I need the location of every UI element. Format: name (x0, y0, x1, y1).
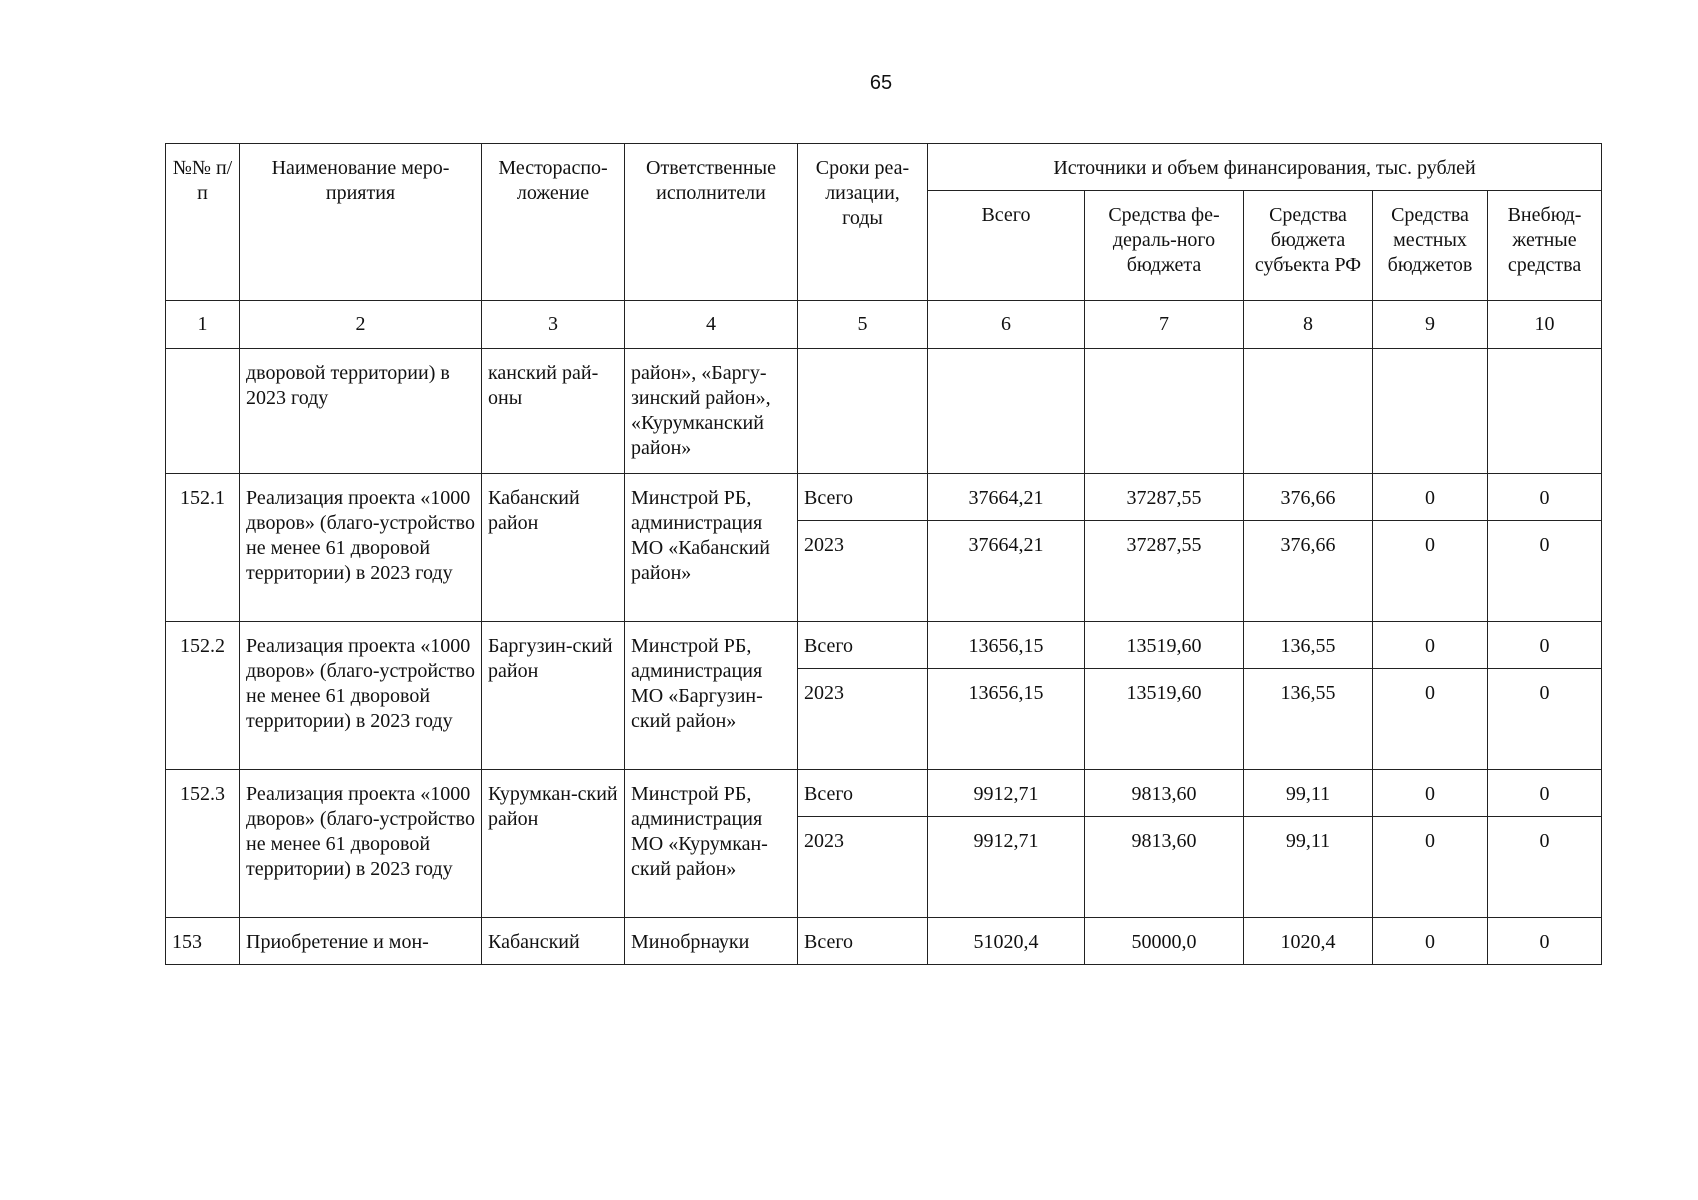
cell-term: 2023 (798, 817, 928, 918)
cell-federal: 9813,60 (1085, 817, 1244, 918)
cell-local: 0 (1373, 817, 1488, 918)
cell-extra: 0 (1488, 770, 1602, 817)
cell-name: Реализация проекта «1000 дворов» (благо-устройство не менее 61 дворовой территории) в 2023 году (240, 770, 482, 918)
column-number: 5 (798, 301, 928, 349)
cell-total: 9912,71 (928, 817, 1085, 918)
cell-term: Всего (798, 474, 928, 521)
cell-term (798, 349, 928, 474)
cell-extra: 0 (1488, 474, 1602, 521)
continuation-row (166, 349, 1602, 474)
header-extra: Внебюд-жетные средства (1488, 191, 1602, 301)
column-number: 8 (1244, 301, 1373, 349)
cell-subject: 99,11 (1244, 770, 1373, 817)
header-sources: Источники и объем финансирования, тыс. рублей (928, 144, 1602, 191)
header-location: Местораспо-ложение (482, 144, 625, 301)
cell-subject: 136,55 (1244, 669, 1373, 770)
table-row (166, 918, 1602, 965)
cell-local: 0 (1373, 770, 1488, 817)
cell-id: 152.2 (166, 622, 240, 770)
header-num: №№ п/п (166, 144, 240, 301)
cell-local: 0 (1373, 521, 1488, 622)
cell-federal: 13519,60 (1085, 669, 1244, 770)
cell-federal: 13519,60 (1085, 622, 1244, 669)
cell-local (1373, 349, 1488, 474)
header-executors: Ответственные исполнители (625, 144, 798, 301)
cell-subject (1244, 349, 1373, 474)
column-number: 9 (1373, 301, 1488, 349)
cell-subject: 376,66 (1244, 474, 1373, 521)
cell-location: Курумкан-ский район (482, 770, 625, 918)
cell-total: 9912,71 (928, 770, 1085, 817)
cell-id (166, 349, 240, 474)
table-row (166, 474, 1602, 521)
cell-name: Реализация проекта «1000 дворов» (благо-устройство не менее 61 дворовой территории) в 2023 году (240, 622, 482, 770)
cell-total: 51020,4 (928, 918, 1085, 965)
cell-name: Приобретение и мон- (240, 918, 482, 965)
cell-extra: 0 (1488, 622, 1602, 669)
cell-extra: 0 (1488, 521, 1602, 622)
cell-location: Кабанский район (482, 474, 625, 622)
table-row (166, 622, 1602, 669)
cell-term: Всего (798, 622, 928, 669)
cell-extra (1488, 349, 1602, 474)
cell-extra: 0 (1488, 918, 1602, 965)
cell-subject: 1020,4 (1244, 918, 1373, 965)
cell-id: 152.1 (166, 474, 240, 622)
cell-federal: 37287,55 (1085, 521, 1244, 622)
cell-subject: 376,66 (1244, 521, 1373, 622)
cell-total: 37664,21 (928, 521, 1085, 622)
table-row (166, 770, 1602, 817)
cell-name: Реализация проекта «1000 дворов» (благо-устройство не менее 61 дворовой территории) в 2023 году (240, 474, 482, 622)
cell-extra: 0 (1488, 669, 1602, 770)
cell-local: 0 (1373, 918, 1488, 965)
cell-local: 0 (1373, 669, 1488, 770)
cell-location: Кабанский (482, 918, 625, 965)
cell-term: 2023 (798, 669, 928, 770)
cell-executors: Минстрой РБ, администрация МО «Курумкан-ский район» (625, 770, 798, 918)
column-number: 1 (166, 301, 240, 349)
cell-name: дворовой территории) в 2023 году (240, 349, 482, 474)
header-subject: Средства бюджета субъекта РФ (1244, 191, 1373, 301)
cell-total (928, 349, 1085, 474)
cell-subject: 99,11 (1244, 817, 1373, 918)
cell-id: 152.3 (166, 770, 240, 918)
cell-id: 153 (166, 918, 240, 965)
cell-total: 13656,15 (928, 669, 1085, 770)
cell-local: 0 (1373, 474, 1488, 521)
cell-federal: 50000,0 (1085, 918, 1244, 965)
cell-subject: 136,55 (1244, 622, 1373, 669)
header-local: Средства местных бюджетов (1373, 191, 1488, 301)
cell-term: Всего (798, 918, 928, 965)
column-number: 3 (482, 301, 625, 349)
cell-term: 2023 (798, 521, 928, 622)
cell-federal: 37287,55 (1085, 474, 1244, 521)
cell-federal: 9813,60 (1085, 770, 1244, 817)
cell-total: 37664,21 (928, 474, 1085, 521)
header-name: Наименование меро-приятия (240, 144, 482, 301)
column-number: 10 (1488, 301, 1602, 349)
cell-executors: Минстрой РБ, администрация МО «Баргузин-ский район» (625, 622, 798, 770)
header-terms: Сроки реа-лизации, годы (798, 144, 928, 301)
cell-location: Баргузин-ский район (482, 622, 625, 770)
cell-location: канский рай-оны (482, 349, 625, 474)
cell-federal (1085, 349, 1244, 474)
column-number: 7 (1085, 301, 1244, 349)
cell-executors: район», «Баргу-зинский район», «Курумканский район» (625, 349, 798, 474)
header-federal: Средства фе-дераль-ного бюджета (1085, 191, 1244, 301)
cell-local: 0 (1373, 622, 1488, 669)
financing-table (165, 143, 1602, 965)
page-number: 65 (869, 72, 893, 94)
column-number: 2 (240, 301, 482, 349)
header-total: Всего (928, 191, 1085, 301)
column-number: 6 (928, 301, 1085, 349)
cell-total: 13656,15 (928, 622, 1085, 669)
column-number: 4 (625, 301, 798, 349)
cell-executors: Минстрой РБ, администрация МО «Кабанский район» (625, 474, 798, 622)
column-numbers-row (166, 301, 1602, 349)
cell-term: Всего (798, 770, 928, 817)
cell-executors: Минобрнауки (625, 918, 798, 965)
cell-extra: 0 (1488, 817, 1602, 918)
